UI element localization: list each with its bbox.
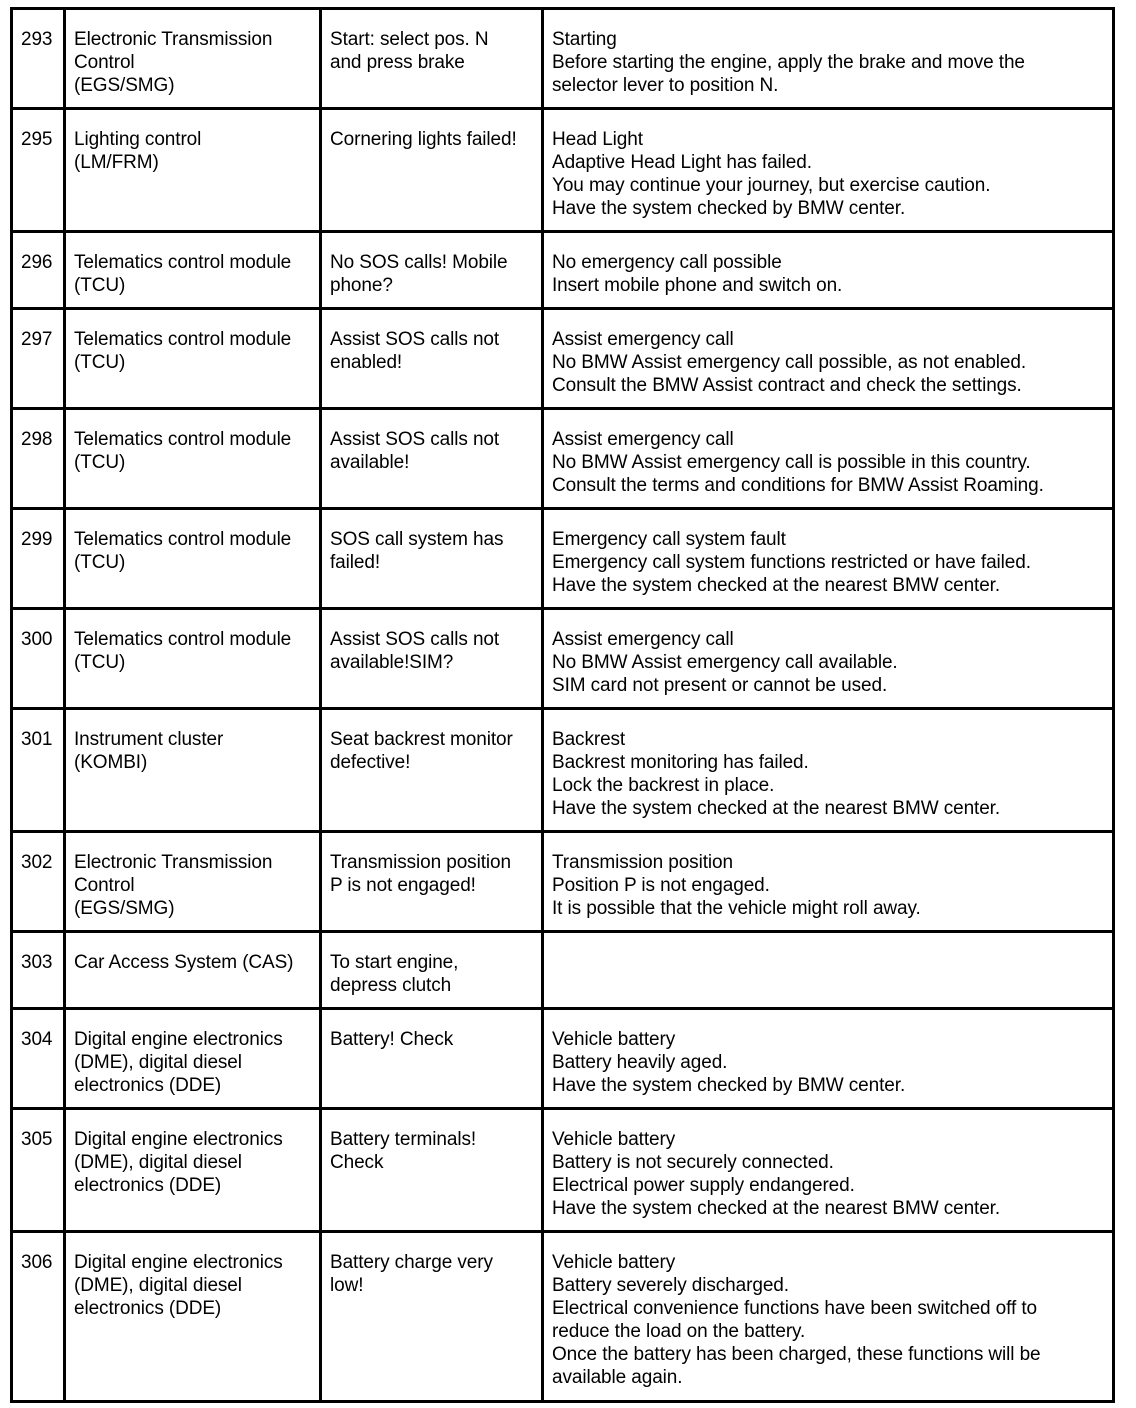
display-message-line: Assist SOS calls not [330, 629, 500, 650]
display-message-cell [321, 232, 543, 309]
table-row [12, 609, 1114, 709]
detail-text-cell [543, 9, 1114, 109]
display-message-line: enabled! [330, 352, 403, 373]
detail-text-cell [543, 109, 1114, 232]
display-message-cell [321, 609, 543, 709]
display-message-line: P is not engaged! [330, 875, 476, 896]
message-code: 301 [21, 729, 53, 750]
detail-text-cell [543, 932, 1114, 1009]
message-code: 302 [21, 852, 53, 873]
detail-text-line: Consult the BMW Assist contract and check the settings. [552, 375, 1022, 396]
detail-text-cell [543, 309, 1114, 409]
detail-text-line: Battery severely discharged. [552, 1275, 789, 1296]
display-message-cell [321, 409, 543, 509]
control-module-line: electronics (DDE) [74, 1175, 222, 1196]
display-message-cell [321, 832, 543, 932]
control-module-line: Electronic Transmission [74, 29, 273, 50]
control-module-line: Lighting control [74, 129, 202, 150]
message-code-cell [12, 609, 65, 709]
message-code-cell [12, 1009, 65, 1109]
control-module-line: (EGS/SMG) [74, 898, 175, 919]
display-message-line: and press brake [330, 52, 465, 73]
message-code-cell [12, 9, 65, 109]
detail-text-line: No BMW Assist emergency call available. [552, 652, 898, 673]
control-module-line: (DME), digital diesel [74, 1052, 242, 1073]
display-message-line: low! [330, 1275, 364, 1296]
detail-text-line: Adaptive Head Light has failed. [552, 152, 812, 173]
detail-text-line: Head Light [552, 129, 643, 150]
message-code: 304 [21, 1029, 53, 1050]
detail-text-line: Before starting the engine, apply the brake and move the [552, 52, 1025, 73]
display-message-line: failed! [330, 552, 381, 573]
display-message-line: Start: select pos. N [330, 29, 489, 50]
control-module-line: (TCU) [74, 275, 126, 296]
message-code-cell [12, 309, 65, 409]
detail-text-line: SIM card not present or cannot be used. [552, 675, 888, 696]
display-message-line: Transmission position [330, 852, 511, 873]
display-message-line: SOS call system has [330, 529, 504, 550]
control-module-line: (DME), digital diesel [74, 1152, 242, 1173]
message-code: 299 [21, 529, 53, 550]
detail-text-line: available again. [552, 1367, 683, 1388]
detail-text-cell [543, 1109, 1114, 1232]
message-code: 296 [21, 252, 53, 273]
control-module-line: (TCU) [74, 352, 126, 373]
detail-text-line: Once the battery has been charged, these functions will be [552, 1344, 1041, 1365]
message-code-cell [12, 932, 65, 1009]
control-module-cell [65, 832, 321, 932]
control-module-line: Telematics control module [74, 429, 292, 450]
detail-text-line: No BMW Assist emergency call is possible in this country. [552, 452, 1031, 473]
table-row [12, 9, 1114, 109]
detail-text-line: Electrical convenience functions have been switched off to [552, 1298, 1037, 1319]
detail-text-line: Emergency call system fault [552, 529, 786, 550]
detail-text-line: Have the system checked at the nearest BMW center. [552, 1198, 1001, 1219]
table-row [12, 932, 1114, 1009]
detail-text-line: Position P is not engaged. [552, 875, 770, 896]
check-control-messages-table [10, 7, 1115, 1403]
message-code: 305 [21, 1129, 53, 1150]
control-module-cell [65, 1109, 321, 1232]
detail-text-line: Assist emergency call [552, 429, 734, 450]
control-module-cell [65, 609, 321, 709]
table-row [12, 832, 1114, 932]
detail-text-line: Electrical power supply endangered. [552, 1175, 855, 1196]
table-row [12, 409, 1114, 509]
display-message-line: available! [330, 452, 410, 473]
control-module-cell [65, 109, 321, 232]
display-message-cell [321, 109, 543, 232]
display-message-cell [321, 1232, 543, 1402]
display-message-cell [321, 932, 543, 1009]
control-module-cell [65, 709, 321, 832]
message-code: 300 [21, 629, 53, 650]
control-module-cell [65, 309, 321, 409]
detail-text-line: Consult the terms and conditions for BMW Assist Roaming. [552, 475, 1044, 496]
display-message-line: Assist SOS calls not [330, 329, 500, 350]
display-message-line: Seat backrest monitor [330, 729, 513, 750]
control-module-cell [65, 509, 321, 609]
detail-text-line: Have the system checked at the nearest BMW center. [552, 798, 1001, 819]
control-module-line: (DME), digital diesel [74, 1275, 242, 1296]
control-module-line: electronics (DDE) [74, 1298, 222, 1319]
display-message-line: To start engine, [330, 952, 459, 973]
control-module-line: (TCU) [74, 452, 126, 473]
detail-text-cell [543, 409, 1114, 509]
display-message-line: Battery terminals! [330, 1129, 477, 1150]
detail-text-cell [543, 832, 1114, 932]
detail-text-line: Vehicle battery [552, 1029, 676, 1050]
table-row [12, 1232, 1114, 1402]
control-module-cell [65, 932, 321, 1009]
table-body [12, 9, 1114, 1402]
detail-text-line: Have the system checked by BMW center. [552, 198, 906, 219]
detail-text-line: Have the system checked by BMW center. [552, 1075, 906, 1096]
message-code-cell [12, 709, 65, 832]
detail-text-line: You may continue your journey, but exercise caution. [552, 175, 991, 196]
display-message-line: available!SIM? [330, 652, 454, 673]
message-code: 303 [21, 952, 53, 973]
table-row [12, 709, 1114, 832]
message-code: 306 [21, 1252, 53, 1273]
message-code-cell [12, 509, 65, 609]
message-code-cell [12, 1232, 65, 1402]
detail-text-line: Starting [552, 29, 617, 50]
detail-text-line: Assist emergency call [552, 329, 734, 350]
control-module-line: Telematics control module [74, 529, 292, 550]
detail-text-line: It is possible that the vehicle might roll away. [552, 898, 921, 919]
control-module-cell [65, 9, 321, 109]
control-module-line: Digital engine electronics [74, 1029, 283, 1050]
display-message-cell [321, 1109, 543, 1232]
detail-text-cell [543, 709, 1114, 832]
message-code: 297 [21, 329, 53, 350]
display-message-cell [321, 709, 543, 832]
control-module-line: Telematics control module [74, 252, 292, 273]
control-module-line: Digital engine electronics [74, 1252, 283, 1273]
control-module-line: electronics (DDE) [74, 1075, 222, 1096]
detail-text-line: Transmission position [552, 852, 733, 873]
control-module-line: (TCU) [74, 552, 126, 573]
table-row [12, 1009, 1114, 1109]
table-row [12, 109, 1114, 232]
control-module-line: Telematics control module [74, 629, 292, 650]
detail-text-cell [543, 1009, 1114, 1109]
detail-text-line: Assist emergency call [552, 629, 734, 650]
display-message-cell [321, 509, 543, 609]
control-module-line: (LM/FRM) [74, 152, 159, 173]
message-code-cell [12, 409, 65, 509]
display-message-line: depress clutch [330, 975, 452, 996]
display-message-cell [321, 1009, 543, 1109]
table-row [12, 232, 1114, 309]
detail-text-cell [543, 509, 1114, 609]
detail-text-line: Emergency call system functions restricted or have failed. [552, 552, 1031, 573]
detail-text-line: Lock the backrest in place. [552, 775, 775, 796]
control-module-line: (EGS/SMG) [74, 75, 175, 96]
table-row [12, 309, 1114, 409]
control-module-cell [65, 1232, 321, 1402]
detail-text-line: reduce the load on the battery. [552, 1321, 806, 1342]
detail-text-cell [543, 232, 1114, 309]
check-control-table-container [10, 7, 1112, 1403]
detail-text-line: Battery heavily aged. [552, 1052, 728, 1073]
display-message-line: Battery charge very [330, 1252, 493, 1273]
message-code: 298 [21, 429, 53, 450]
detail-text-line: Backrest [552, 729, 626, 750]
display-message-line: Assist SOS calls not [330, 429, 500, 450]
detail-text-line: Have the system checked at the nearest BMW center. [552, 575, 1001, 596]
detail-text-line: Vehicle battery [552, 1252, 676, 1273]
message-code: 293 [21, 29, 53, 50]
message-code-cell [12, 832, 65, 932]
message-code: 295 [21, 129, 53, 150]
control-module-line: Electronic Transmission [74, 852, 273, 873]
detail-text-cell [543, 609, 1114, 709]
control-module-line: Control [74, 875, 135, 896]
display-message-cell [321, 309, 543, 409]
control-module-line: Car Access System (CAS) [74, 952, 294, 973]
message-code-cell [12, 1109, 65, 1232]
detail-text-line: No BMW Assist emergency call possible, as not enabled. [552, 352, 1027, 373]
message-code-cell [12, 109, 65, 232]
control-module-line: Instrument cluster [74, 729, 224, 750]
control-module-line: Control [74, 52, 135, 73]
display-message-line: phone? [330, 275, 393, 296]
table-row [12, 1109, 1114, 1232]
display-message-line: Cornering lights failed! [330, 129, 517, 150]
control-module-line: Digital engine electronics [74, 1129, 283, 1150]
detail-text-cell [543, 1232, 1114, 1402]
display-message-line: defective! [330, 752, 411, 773]
detail-text-line: Insert mobile phone and switch on. [552, 275, 843, 296]
control-module-cell [65, 409, 321, 509]
table-row [12, 509, 1114, 609]
display-message-line: Check [330, 1152, 384, 1173]
control-module-cell [65, 232, 321, 309]
detail-text-line: Vehicle battery [552, 1129, 676, 1150]
detail-text-line: No emergency call possible [552, 252, 782, 273]
display-message-line: Battery! Check [330, 1029, 454, 1050]
display-message-cell [321, 9, 543, 109]
control-module-cell [65, 1009, 321, 1109]
display-message-line: No SOS calls! Mobile [330, 252, 508, 273]
control-module-line: Telematics control module [74, 329, 292, 350]
control-module-line: (KOMBI) [74, 752, 148, 773]
detail-text-line: selector lever to position N. [552, 75, 779, 96]
detail-text-line: Backrest monitoring has failed. [552, 752, 809, 773]
control-module-line: (TCU) [74, 652, 126, 673]
detail-text-line: Battery is not securely connected. [552, 1152, 834, 1173]
message-code-cell [12, 232, 65, 309]
